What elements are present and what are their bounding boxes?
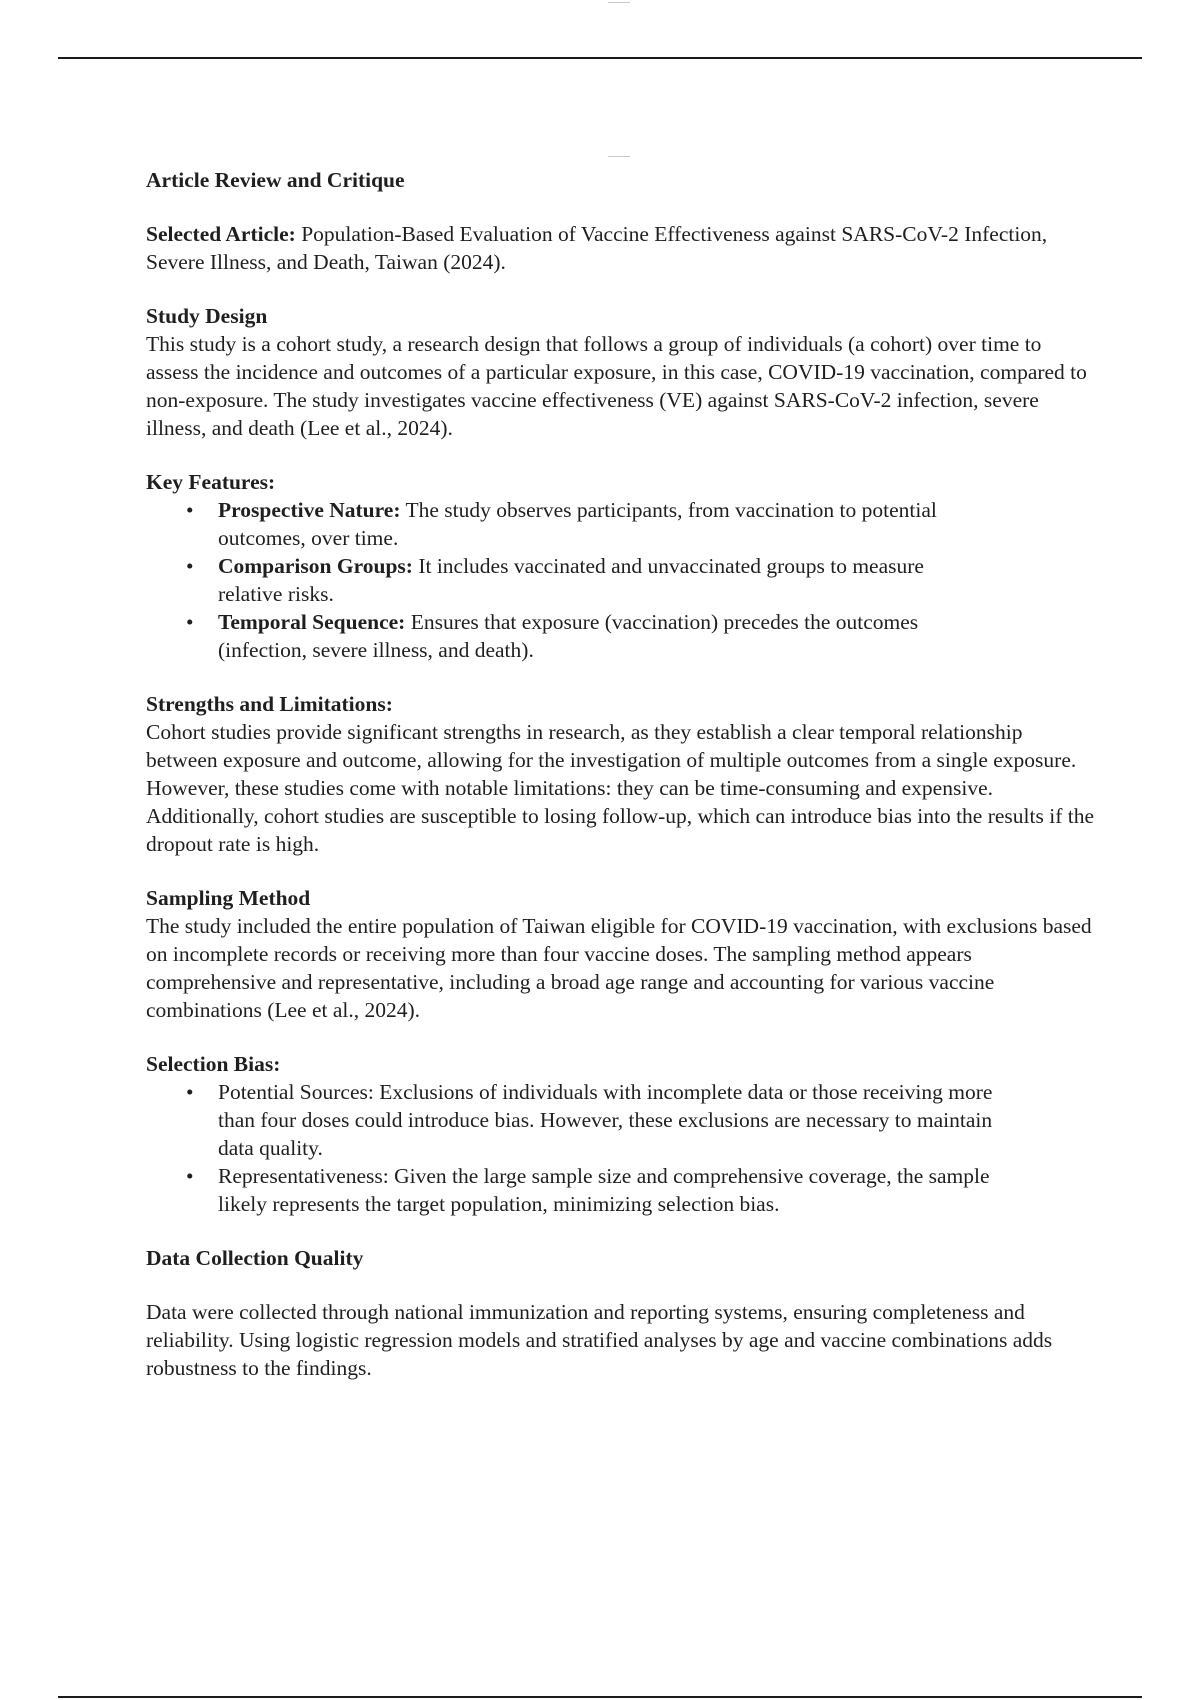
- data-collection-body: Data were collected through national immunization and reporting systems, ensuring completeness and reliability. Using logistic regression models and stratified analyses by age and vaccine combinations adds robustness to the findings.: [146, 1300, 1053, 1380]
- data-collection-heading: Data Collection Quality: [146, 1246, 364, 1270]
- list-item-label: Temporal Sequence:: [218, 610, 406, 634]
- bullet-icon: •: [186, 554, 194, 578]
- selected-article: [146, 220, 1096, 276]
- list-item: [146, 496, 946, 552]
- selection-bias-list: [146, 1078, 1026, 1218]
- list-item-label: Prospective Nature:: [218, 498, 401, 522]
- footer-rule: [58, 1696, 1142, 1698]
- bullet-icon: •: [186, 498, 194, 522]
- selection-bias-heading: Selection Bias:: [146, 1052, 281, 1076]
- bullet-icon: •: [186, 1080, 194, 1104]
- document-title: Article Review and Critique: [146, 168, 405, 192]
- list-item-text: Potential Sources: Exclusions of individuals with incomplete data or those receiving more than four doses could introduce bias. However, these exclusions are necessary to maintain data quality.: [218, 1080, 993, 1160]
- strengths-limitations-heading: Strengths and Limitations:: [146, 692, 393, 716]
- list-item-label: Comparison Groups:: [218, 554, 413, 578]
- sampling-method-body: The study included the entire population of Taiwan eligible for COVID-19 vaccination, with exclusions based on incomplete records or receiving more than four vaccine doses. The sampling method appears comprehensive and representative, including a broad age range and accounting for various vaccine combinations (Lee et al., 2024).: [146, 914, 1092, 1022]
- bullet-icon: •: [186, 1164, 194, 1188]
- key-features-list: [146, 496, 946, 664]
- list-item: [146, 608, 946, 664]
- list-item-text: The study observes participants, from vaccination to potential outcomes, over time.: [218, 498, 937, 550]
- sampling-method-heading: Sampling Method: [146, 886, 311, 910]
- selected-article-text: Population-Based Evaluation of Vaccine Effectiveness against SARS-CoV-2 Infection, Severe Illness, and Death, Taiwan (2024).: [146, 222, 1048, 274]
- list-item-text: Representativeness: Given the large sample size and comprehensive coverage, the sample likely represents the target population, minimizing selection bias.: [218, 1164, 990, 1216]
- page-top-mark: [608, 2, 630, 3]
- list-item-text: Ensures that exposure (vaccination) precedes the outcomes (infection, severe illness, and death).: [218, 610, 919, 662]
- list-item: [146, 552, 946, 608]
- selected-article-label: Selected Article:: [146, 222, 296, 246]
- strengths-limitations-body: Cohort studies provide significant strengths in research, as they establish a clear temporal relationship between exposure and outcome, allowing for the investigation of multiple outcomes from a single exposure. However, these studies come with notable limitations: they can be time-consuming and expensive. Additionally, cohort studies are susceptible to losing follow-up, which can introduce bias into the results if the dropout rate is high.: [146, 720, 1094, 856]
- key-features-heading: Key Features:: [146, 470, 276, 494]
- study-design-body: This study is a cohort study, a research design that follows a group of individuals (a cohort) over time to assess the incidence and outcomes of a particular exposure, in this case, COVID-19 vaccination, compared to non-exposure. The study investigates vaccine effectiveness (VE) against SARS-CoV-2 infection, severe illness, and death (Lee et al., 2024).: [146, 332, 1087, 440]
- bullet-icon: •: [186, 610, 194, 634]
- page-break-mark: [608, 156, 630, 157]
- list-item-text: It includes vaccinated and unvaccinated groups to measure relative risks.: [218, 554, 924, 606]
- study-design-heading: Study Design: [146, 304, 268, 328]
- list-item: [146, 1078, 1026, 1162]
- header-rule: [58, 57, 1142, 59]
- list-item: [146, 1162, 1026, 1218]
- document-body: [146, 166, 1096, 1382]
